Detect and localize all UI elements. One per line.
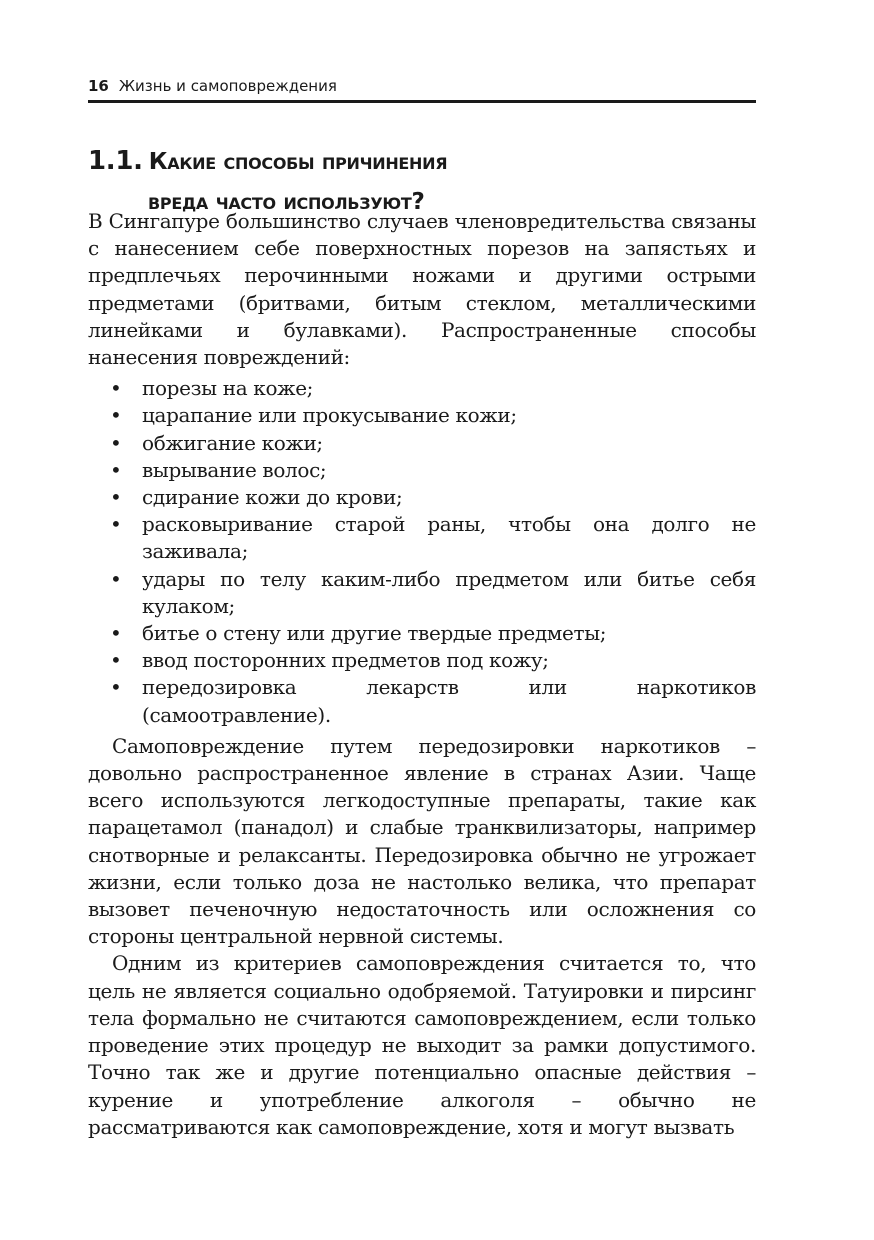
bullet-icon: • [110, 485, 122, 510]
list-item: • расковыривание старой раны, чтобы она долго не заживала; [110, 512, 756, 564]
list-item: • вырывание волос; [88, 457, 756, 484]
section-heading-line1 [88, 144, 756, 179]
paragraph-overdose: Самоповреждение путем передозировки наркотиков – довольно распространенное явление в странах Азии. Чаще всего используются легкодоступные препараты, такие как парацетамол (панадол) и слабые транквилизаторы, например снотворные и релаксанты. Передозировка обычно не угрожает жизни, если только доза не настолько велика, что препарат вызовет печеночную недостаточность или осложнения со стороны центральной нервной системы. [88, 733, 756, 949]
bullet-icon: • [110, 566, 122, 591]
running-title: Жизнь и самоповреждения [118, 77, 337, 95]
bullet-icon: • [110, 648, 122, 673]
bullet-icon: • [110, 430, 122, 455]
methods-list [88, 375, 756, 729]
bullet-icon: • [110, 457, 122, 482]
page-number: 16 [88, 77, 109, 95]
header-rule [88, 100, 756, 103]
list-item: • царапание или прокусывание кожи; [88, 402, 756, 429]
bullet-icon: • [110, 376, 122, 401]
bullet-icon: • [110, 621, 122, 646]
section-title-line1: Какие способы причинения [148, 148, 448, 175]
bullet-icon: • [110, 675, 122, 700]
paragraph-criteria: Одним из критериев самоповреждения считается то, что цель не является социально одобряемой. Татуировки и пирсинг тела формально не считаются самоповреждением, если только проведение этих процедур не выходит за рамки допустимого. Точно так же и другие потенциально опасные действия – курение и употребление алкоголя – обычно не рассматриваются как самоповреждение, хотя и могут вызвать [88, 951, 756, 1139]
list-item: • сдирание кожи до крови; [88, 484, 756, 511]
section-title-line2: вреда часто используют? [148, 188, 425, 215]
list-item: • ввод посторонних предметов под кожу; [88, 647, 756, 674]
list-item: • порезы на коже; [88, 375, 756, 402]
list-item: • битье о стену или другие твердые предметы; [88, 620, 756, 647]
list-item: • обжигание кожи; [88, 430, 756, 457]
bullet-icon: • [110, 512, 122, 537]
running-header [88, 76, 756, 96]
list-item: • удары по телу каким-либо предметом или битье себя кулаком; [110, 566, 756, 618]
intro-paragraph: В Сингапуре большинство случаев членовредительства связаны с нанесением себе поверхностных порезов на запястьях и предплечьях перочинными ножами и другими острыми предметами (бритвами, битым стеклом, металлическими линейками и булавками). Распространенные способы нанесения повреждений: [88, 209, 756, 370]
list-item: • передозировка лекарств или наркотиков (самоотравление). [110, 675, 756, 727]
body-text [88, 208, 756, 1141]
bullet-icon: • [110, 403, 122, 428]
section-number: 1.1. [88, 145, 143, 176]
